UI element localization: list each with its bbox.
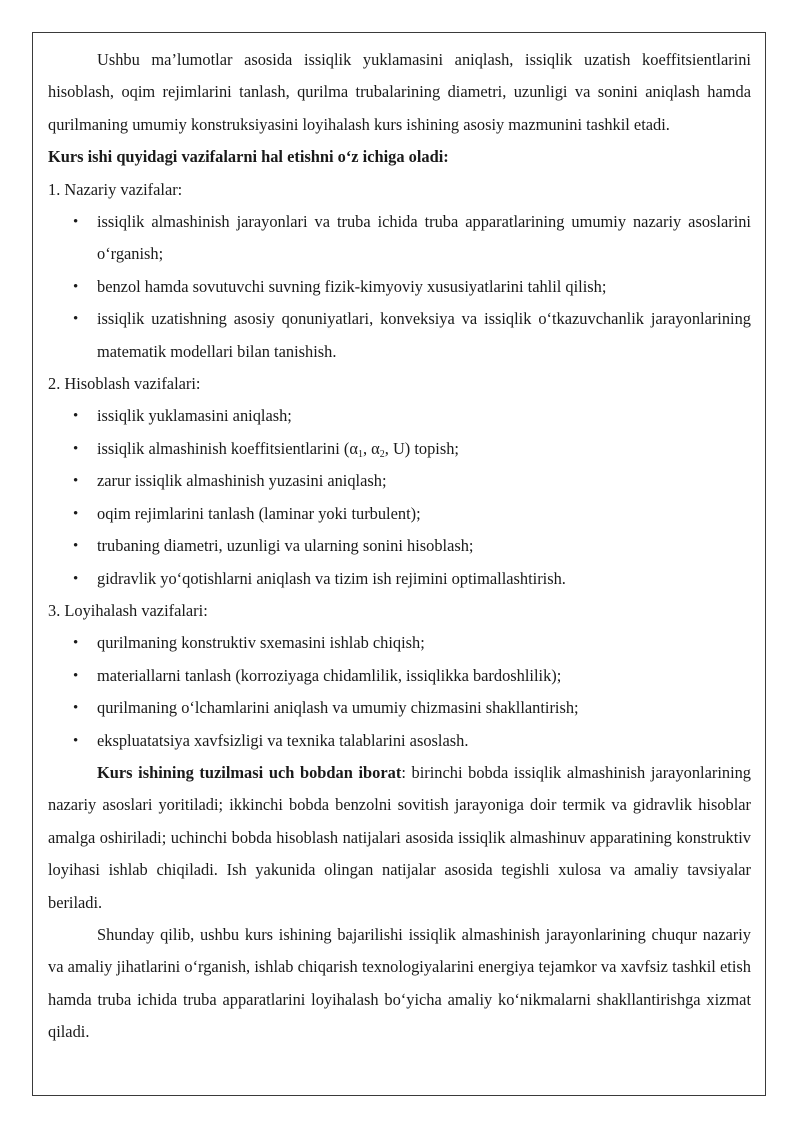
- list-item: • trubaning diametri, uzunligi va ularning sonini hisoblash;: [48, 530, 751, 562]
- bullet-icon: •: [73, 732, 79, 749]
- design-task-list: [48, 627, 751, 757]
- list-item: • zarur issiqlik almashinish yuzasini aniqlash;: [48, 465, 751, 497]
- bullet-icon: •: [73, 408, 79, 425]
- section-calculation-title: 2. Hisoblash vazifalari:: [48, 374, 201, 394]
- list-item: • gidravlik yo‘qotishlarni aniqlash va tizim ish rejimini optimallashtirish.: [48, 563, 751, 595]
- bullet-icon: •: [73, 278, 79, 295]
- bullet-icon: •: [73, 635, 79, 652]
- list-item: • issiqlik almashinish koeffitsientlarini ($\alpha_1$, $\alpha_2$, U) topish;: [48, 433, 751, 465]
- list-item: • ekspluatatsiya xavfsizligi va texnika talablarini asoslash.: [48, 725, 751, 757]
- alpha-subscript-1: 1: [357, 448, 363, 460]
- theory-task-list: [48, 206, 751, 368]
- list-item: • qurilmaning konstruktiv sxemasini ishlab chiqish;: [48, 627, 751, 659]
- bullet-icon: •: [73, 505, 79, 522]
- section-theory-title: 1. Nazariy vazifalar:: [48, 179, 183, 199]
- calculation-task-list: [48, 400, 751, 594]
- bullet-icon: •: [73, 667, 79, 684]
- bullet-icon: •: [73, 311, 79, 328]
- list-item: • qurilmaning o‘lchamlarini aniqlash va umumiy chizmasini shakllantirish;: [48, 692, 751, 724]
- document-body: [48, 44, 751, 1049]
- bullet-icon: •: [73, 440, 79, 457]
- list-item: • oqim rejimlarini tanlash (laminar yoki turbulent);: [48, 498, 751, 530]
- structure-paragraph: Kurs ishining tuzilmasi uch bobdan iborat: birinchi bobda issiqlik almashinish jarayonlarining nazariy asoslari yoritiladi; ikkinchi bobda benzolni sovitish jarayoniga doir termik va gidravlik hisoblar amalga oshiriladi; uchinchi bobda hisoblash natijalari asosida issiqlik almashinuv apparatining konstruktiv loyihasi ishlab chiqiladi. Ish yakunida olingan natijalar asosida tegishli xulosa va amaliy tavsiyalar beriladi.: [48, 762, 752, 912]
- bullet-icon: •: [73, 570, 79, 587]
- structure-lead: Kurs ishining tuzilmasi uch bobdan iborat: [97, 762, 402, 782]
- tasks-heading: Kurs ishi quyidagi vazifalarni hal etishni o‘z ichiga oladi:: [48, 147, 449, 167]
- conclusion-paragraph: Shunday qilib, ushbu kurs ishining bajarilishi issiqlik almashinish jarayonlarining chuqur nazariy va amaliy jihatlarini o‘rganish, ishlab chiqarish texnologiyalarini energiya tejamkor va xavfsiz tashkil etish hamda truba ichida truba apparatlarini loyihalash bo‘yicha amaliy ko‘nikmalarni shakllantirishga xizmat qiladi.: [48, 924, 751, 1042]
- list-item: • issiqlik yuklamasini aniqlash;: [48, 400, 751, 432]
- bullet-icon: •: [73, 214, 79, 231]
- intro-paragraph: Ushbu ma’lumotlar asosida issiqlik yuklamasini aniqlash, issiqlik uzatish koeffitsientlarini hisoblash, oqim rejimlarini tanlash, qurilma trubalarining diametri, uzunligi va sonini aniqlash hamda qurilmaning umumiy konstruksiyasini loyihalash kurs ishining asosiy mazmunini tashkil etadi.: [48, 50, 751, 134]
- list-item: • materiallarni tanlash (korroziyaga chidamlilik, issiqlikka bardoshlilik);: [48, 660, 751, 692]
- section-design-title: 3. Loyihalash vazifalari:: [48, 600, 208, 620]
- bullet-icon: •: [73, 700, 79, 717]
- list-item: • benzol hamda sovutuvchi suvning fizik-kimyoviy xususiyatlarini tahlil qilish;: [48, 271, 751, 303]
- alpha-subscript-2: 2: [379, 448, 385, 460]
- list-item: • issiqlik almashinish jarayonlari va truba ichida truba apparatlarining umumiy nazariy asoslarini o‘rganish;: [48, 206, 751, 271]
- bullet-icon: •: [73, 473, 79, 490]
- list-item: • issiqlik uzatishning asosiy qonuniyatlari, konveksiya va issiqlik o‘tkazuvchanlik jarayonlarining matematik modellari bilan tanishish.: [48, 303, 751, 368]
- bullet-icon: •: [73, 538, 79, 555]
